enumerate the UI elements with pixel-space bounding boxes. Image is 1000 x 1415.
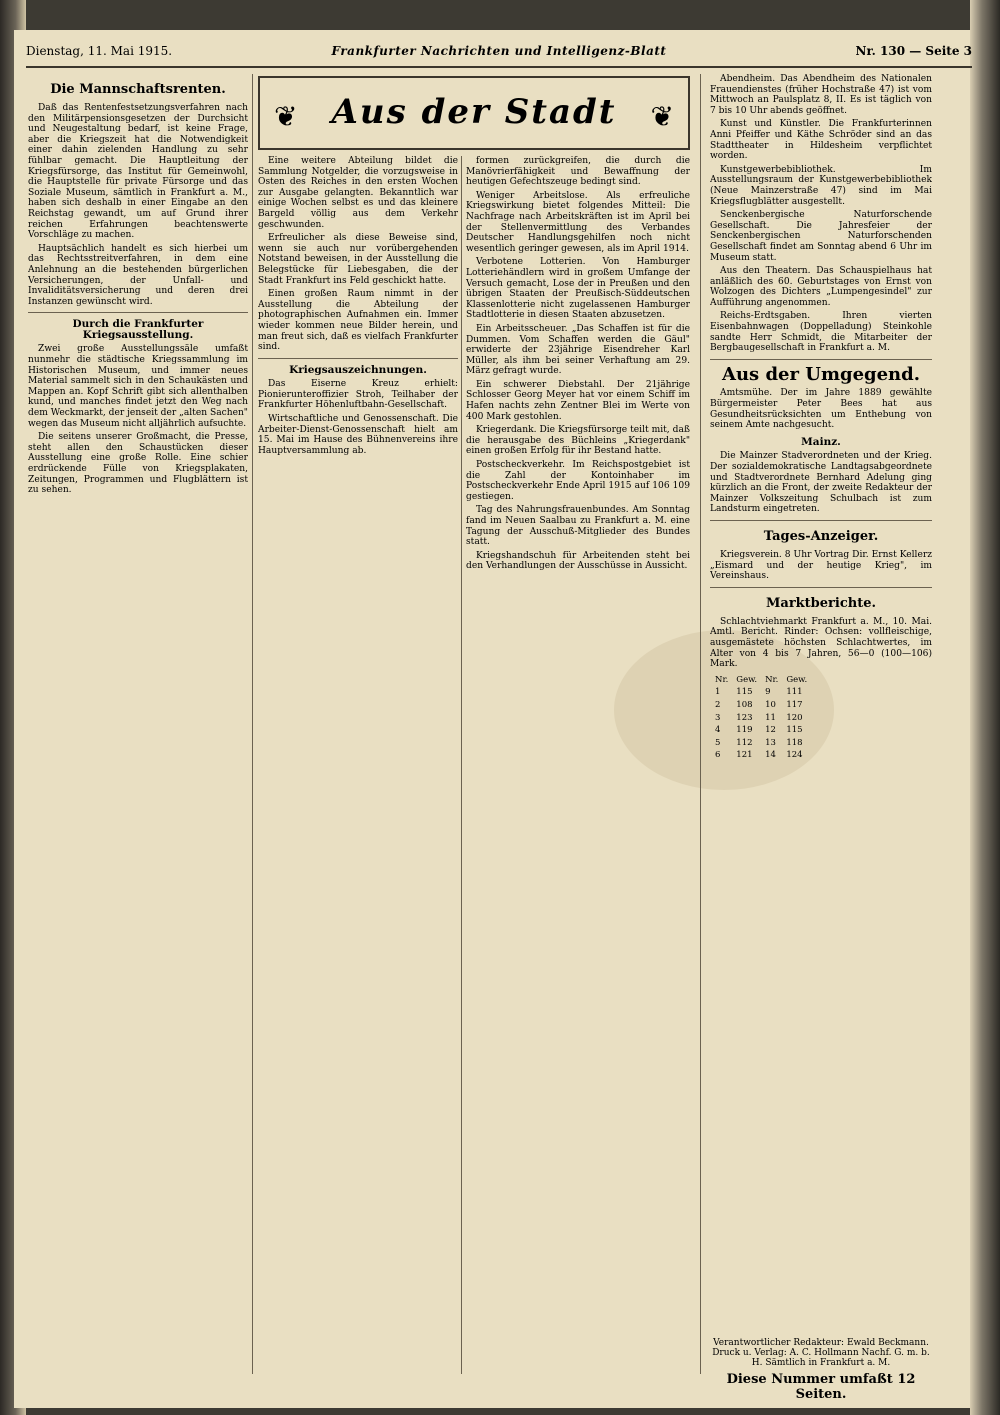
separator — [710, 359, 932, 360]
section-heading: Marktberichte. — [766, 595, 876, 611]
table-cell: 120 — [786, 712, 803, 723]
table-header-cell: Gew. — [736, 674, 758, 685]
paragraph: Weniger Arbeitslose. Als erfreuliche Kriegswirkung bietet folgendes Mitteil: Die Nachfrage nach Arbeitskräften ist im April bei der Stellenvermittlung des Verbandes Deutscher Handlungsgehilfen noch nicht wesentlich geringer gewesen, als im April 1914. — [466, 190, 690, 254]
page-header — [26, 44, 972, 66]
paragraph: Amtsmühe. Der im Jahre 1889 gewählte Bürgermeister Peter Bees hat aus Gesundheitsrücksichten um Enthebung von seinem Amte nachgesucht. — [710, 388, 932, 431]
table-cell: 14 — [765, 750, 776, 761]
page-edge — [970, 0, 1000, 1415]
table-cell: 124 — [786, 750, 803, 761]
separator — [28, 312, 248, 313]
table-row — [712, 738, 810, 749]
paragraph: Tag des Nahrungsfrauenbundes. Am Sonntag fand im Neuen Saalbau zu Frankfurt a. M. eine Tagung der Ausschuß-Mitglieder des Bundes statt. — [466, 505, 690, 548]
table-header-cell: Nr. — [765, 674, 779, 685]
page-count-note: Diese Nummer umfaßt 12 Seiten. — [726, 1372, 916, 1402]
paragraph: Hauptsächlich handelt es sich hierbei um das Rechtsstreitverfahren, in dem eine Anlehnung an die bestehenden bürgerlichen Versicherungen, der Unfall- und Invaliditätsversicherung und deren drei Instanzen gewünscht wird. — [28, 243, 248, 307]
column-divider — [700, 74, 701, 1374]
article-heading: Durch die Frankfurter Kriegsausstellung. — [72, 318, 204, 341]
paragraph: Zwei große Ausstellungssäle umfaßt nunmehr die städtische Kriegssammlung im Historischen Museum, und immer neues Material sammelt sich in den Schaukästen und Mappen an. Kopf Schrift gibt sich allenthalben kund, und manches findet jetzt den Weg nach dem Weckmarkt, der jenseit der „alten Sachen" wegen das Museum nicht alljährlich aufsuchte. — [28, 344, 248, 429]
paragraph: Reichs-Erdtsgaben. Ihren vierten Eisenbahnwagen (Doppelladung) Steinkohle sandte Herr Schmidt, die Mitarbeiter der Bergbaugesellschaft in Frankfurt a. M. — [710, 311, 932, 354]
issue-number: Nr. 130 — Seite 3 — [855, 44, 972, 58]
column-4 — [710, 74, 932, 1374]
table-row — [712, 713, 810, 724]
table-row — [712, 687, 810, 698]
paragraph: Kunst und Künstler. Die Frankfurterinnen Anni Pfeiffer und Käthe Schröder sind an das Stadttheater in Hildesheim verpflichtet worden. — [710, 119, 932, 162]
table-cell: 5 — [715, 737, 721, 748]
separator — [710, 520, 932, 521]
article-heading: Die Mannschaftsrenten. — [50, 82, 226, 97]
separator — [258, 358, 458, 359]
section-masthead — [258, 76, 690, 150]
table-cell: 11 — [765, 712, 776, 723]
table-cell: 118 — [786, 737, 803, 748]
table-cell: 112 — [736, 737, 753, 748]
table-cell: 3 — [715, 712, 721, 723]
table-cell: 123 — [736, 712, 753, 723]
subheading: Mainz. — [801, 435, 841, 448]
section-heading: Tages-Anzeiger. — [763, 528, 879, 544]
paragraph: Kriegsverein. 8 Uhr Vortrag Dir. Ernst Kellerz „Eismard und der heutige Krieg", im Vereinshaus. — [710, 549, 932, 582]
ornament-icon: ❦ — [650, 100, 674, 133]
table-cell: 115 — [786, 725, 803, 736]
paragraph: Ein schwerer Diebstahl. Der 21jährige Schlosser Georg Meyer hat vor einem Schiff im Hafen nachts zehn Zentner Blei im Werte von 400 Mark gestohlen. — [466, 379, 690, 422]
table-cell: 6 — [715, 750, 721, 761]
ornament-icon: ❦ — [274, 100, 298, 133]
table-cell: 2 — [715, 699, 721, 710]
table-cell: 12 — [765, 725, 776, 736]
table-cell: 13 — [765, 737, 776, 748]
paragraph: Eine weitere Abteilung bildet die Sammlung Notgelder, die vorzugsweise in Osten des Reiches in den ersten Wochen zur Ausgabe gelangten. Bekanntlich war einige Wochen selbst es und das kleinere Bargeld völlig aus dem Verkehr geschwunden. — [258, 156, 458, 230]
table-row — [712, 700, 810, 711]
table-cell: 117 — [786, 699, 803, 710]
newspaper-title: Frankfurter Nachrichten und Intelligenz-Blatt — [331, 44, 667, 58]
imprint-publisher: Druck u. Verlag: A. C. Hollmann Nachf. G. m. b. H. Sämtlich in Frankfurt a. M. — [712, 1348, 930, 1368]
paragraph: Kriegshandschuh für Arbeitenden steht bei den Verhandlungen der Ausschüsse in Aussicht. — [466, 550, 690, 572]
table-row — [712, 725, 810, 736]
table-header-cell: Gew. — [786, 674, 808, 685]
table-row — [712, 750, 810, 761]
column-3 — [466, 156, 690, 1374]
article-heading: Kriegsauszeichnungen. — [289, 363, 427, 376]
table-cell: 10 — [765, 699, 776, 710]
price-table — [710, 673, 812, 763]
table-cell: 9 — [765, 687, 771, 698]
paragraph: Erfreulicher als diese Beweise sind, wenn sie auch nur vorübergehenden Notstand beweisen, in der Ausstellung die Belegstücke für Liebesgaben, die der Stadt Frankfurt ins Feld geschickt hatte. — [258, 233, 458, 286]
paragraph: Ein Arbeitsscheuer. „Das Schaffen ist für die Dummen. Vom Schaffen werden die Gäul" erwiderte der 23jährige Eisendreher Karl Müller, als ihm bei seiner Verhaftung am 29. März gefragt wurde. — [466, 323, 690, 377]
paragraph: Verbotene Lotterien. Von Hamburger Lotteriehändlern wird in großem Umfange der Versuch gemacht, Lose der in Preußen und den übrigen Staaten der Preußisch-Süddeutschen Klassenlotterie nicht zugelassenen Hamburger Stadtlotterie in diesen Staaten abzusetzen. — [466, 257, 690, 321]
paragraph: Aus den Theatern. Das Schauspielhaus hat anläßlich des 60. Geburtstages von Ernst von Wolzogen des Dichters „Lumpengesindel" zur Aufführung angenommen. — [710, 266, 932, 308]
paragraph: Die seitens unserer Großmacht, die Presse, steht allen den Schaustücken dieser Ausstellung eine große Rolle. Eine schier erdrückende Fülle von Kriegsplakaten, Zeitungen, Programmen und Flugblättern ist zu sehen. — [28, 432, 248, 496]
column-divider — [461, 156, 462, 1374]
imprint-editor: Verantwortlicher Redakteur: Ewald Beckmann. — [713, 1338, 929, 1348]
paragraph: formen zurückgreifen, die durch die Manövrierfähigkeit und Bewaffnung der heutigen Gefechtszeuge bedingt sind. — [466, 156, 690, 188]
table-cell: 111 — [786, 687, 803, 698]
paragraph: Kunstgewerbebibliothek. Im Ausstellungsraum der Kunstgewerbebibliothek (Neue Mainzerstraße 47) sind im Mai Kriegsflugblätter ausgestellt. — [710, 164, 932, 207]
issue-date: Dienstag, 11. Mai 1915. — [26, 44, 173, 58]
paragraph: Wirtschaftliche und Genossenschaft. Die Arbeiter-Dienst-Genossenschaft hielt am 15. Mai im Hause des Bühnenvereins ihre Hauptversammlung ab. — [258, 414, 458, 456]
table-cell: 119 — [736, 725, 753, 736]
table-header-row — [712, 675, 810, 686]
table-cell: 121 — [736, 750, 753, 761]
table-cell: 115 — [736, 687, 753, 698]
column-2 — [258, 156, 458, 1374]
paragraph: Abendheim. Das Abendheim des Nationalen Frauendienstes (früher Hochstraße 47) ist vom Mittwoch an Paulsplatz 8, II. Es ist täglich von 7 bis 10 Uhr abends geöffnet. — [710, 74, 932, 116]
separator — [710, 587, 932, 588]
header-rule — [26, 66, 972, 68]
paragraph: Schlachtviehmarkt Frankfurt a. M., 10. Mai. Amtl. Bericht. Rinder: Ochsen: vollfleischige, ausgemästete höchsten Schlachtwertes, im Alter von 4 bis 7 Jahren, 56—0 (100—106) Mark. — [710, 616, 932, 670]
table-cell: 4 — [715, 725, 721, 736]
imprint — [710, 1338, 932, 1402]
paragraph: Einen großen Raum nimmt in der Ausstellung die Abteilung der photographischen Aufnahmen ein. Immer wieder kommen neue Bilder herein, und man freut sich, daß es vielfach Frankfurter sind. — [258, 289, 458, 353]
paragraph: Das Eiserne Kreuz erhielt: Pionierunteroffizier Stroh, Teilhaber der Frankfurter Höhenluftbahn-Gesellschaft. — [258, 379, 458, 411]
paragraph: Postscheckverkehr. Im Reichspostgebiet ist die Zahl der Kontoinhaber im Postscheckverkehr Ende April 1915 auf 106 109 gestiegen. — [466, 460, 690, 502]
column-divider — [252, 74, 253, 1374]
paragraph: Kriegerdank. Die Kriegsfürsorge teilt mit, daß die herausgabe des Büchleins „Kriegerdank" einen großen Erfolg für ihr Bestand hatte. — [466, 425, 690, 457]
table-header-cell: Nr. — [715, 674, 729, 685]
paragraph: Daß das Rentenfestsetzungsverfahren nach den Militärpensionsgesetzen der Durchsicht und Neugestaltung bedarf, ist keine Frage, aber die Kriegszeit hat die Notwendigkeit einer dahin zielenden Handlung zu sehr fühlbar gemacht. Die Hauptleitung der Kriegsfürsorge, das Institut für Gemeinwohl, die Hauptstelle für private Fürsorge und das Soziale Museum, sämtlich in Frankfurt a. M., haben sich deshalb in einer Eingabe an den Reichstag gewandt, um auf Grund ihrer reichen Erfahrungen beachtenswerte Vorschläge zu machen. — [28, 103, 248, 241]
table-cell: 1 — [715, 687, 721, 698]
column-1 — [28, 74, 248, 1374]
section-heading: Aus der Umgegend. — [722, 363, 920, 385]
paragraph: Die Mainzer Stadverordneten und der Krieg. Der sozialdemokratische Landtagsabgeordnete und Stadtverordnete Bernhard Adelung ging kürzlich an die Front, der zweite Redakteur der Mainzer Volkszeitung Schulbach ist zum Landsturm eingetreten. — [710, 451, 932, 515]
section-title: Aus der Stadt — [331, 92, 617, 132]
table-cell: 108 — [736, 699, 753, 710]
paragraph: Senckenbergische Naturforschende Gesellschaft. Die Jahresfeier der Senckenbergischen Naturforschenden Gesellschaft findet am Sonntag abend 6 Uhr im Museum statt. — [710, 210, 932, 263]
